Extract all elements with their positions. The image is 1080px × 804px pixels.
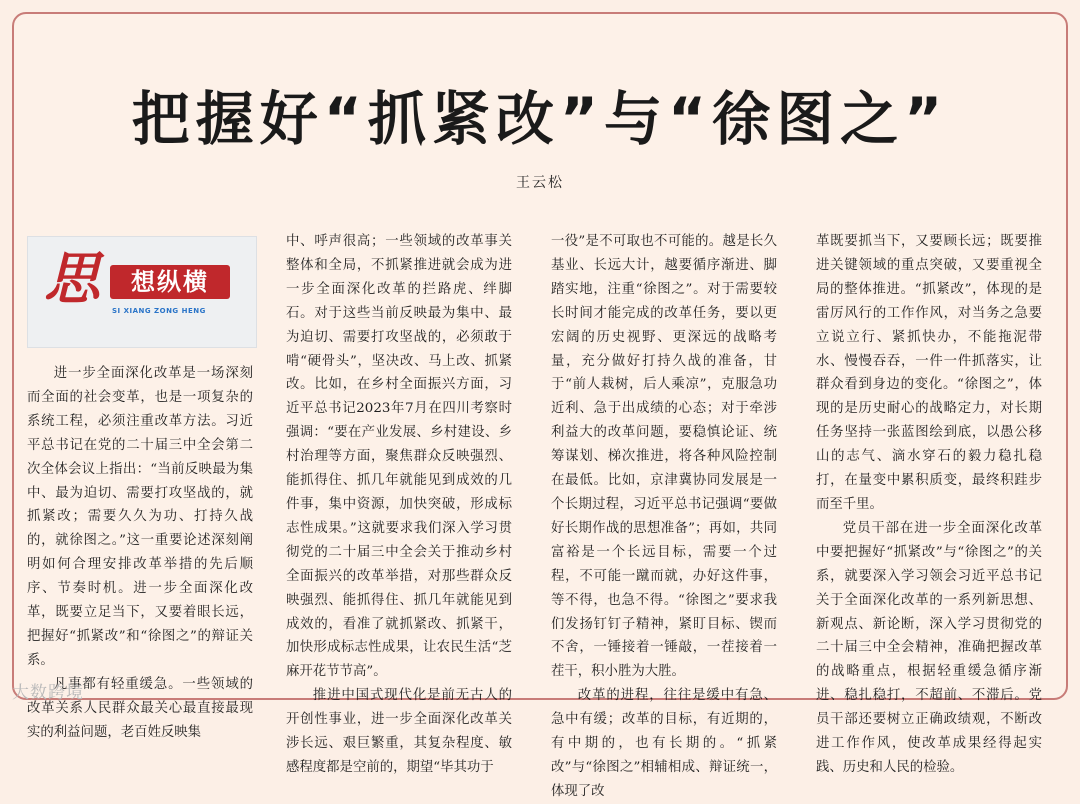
paragraph: 改革的进程，往往是缓中有急、急中有缓；改革的目标，有近期的，有中期的，也有长期的。“抓紧改”与“徐图之”相辅相成、辩证统一，体现了改 xyxy=(551,688,777,799)
logo-pinyin: SI XIANG ZONG HENG xyxy=(112,307,206,315)
paragraph: 中、呼声很高；一些领域的改革事关整体和全局，不抓紧推进就会成为进一步全面深化改革的拦路虎、绊脚石。对于这些当前反映最为集中、最为迫切、需要打攻坚战的，必须敢于啃“硬骨头”，坚决改、马上改、抓紧改。比如，在乡村全面振兴方面，习近平总书记2023年7月在四川考察时强调：“要在产业发展、乡村建设、乡村治理等方面，聚焦群众反映强烈、能抓得住、抓几年就能见到成效的几件事，集中资源，加快突破，形成标志性成果。”这就要求我们深入学习贯彻党的二十届三中全会关于推动乡村全面振兴的改革举措，对那些群众反映强烈、能抓得住、抓几年就能见到成效的，看准了就抓紧改、抓紧干，加快形成标志性成果，让农民生活“芝麻开花节节高”。 xyxy=(286,234,512,680)
article-author: 王云松 xyxy=(516,175,564,191)
logo-glyph: 思 xyxy=(44,246,100,312)
text-column-2 xyxy=(286,230,512,775)
logo-name: 想纵横 xyxy=(131,268,209,296)
article-title: 把握好“抓紧改”与“徐图之” xyxy=(131,85,949,153)
paragraph: 推进中国式现代化是前无古人的开创性事业，进一步全面深化改革关涉长远、艰巨繁重，其复杂程度、敏感程度都是空前的，期望“毕其功于 xyxy=(286,688,512,775)
column-logo xyxy=(27,236,257,348)
text-column-4 xyxy=(816,230,1042,775)
paragraph: 进一步全面深化改革是一场深刻而全面的社会变革，也是一项复杂的系统工程，必须注重改革方法。习近平总书记在党的二十届三中全会第二次全体会议上指出：“当前反映最为集中、最为迫切、需要打攻坚战的，就抓紧改；需要久久为功、打持久战的，就徐图之。”这一重要论述深刻阐明如何合理安排改革举措的先后顺序、节奏时机。进一步全面深化改革，既要立足当下，又要着眼长远，把握好“抓紧改”和“徐图之”的辩证关系。 xyxy=(27,366,253,668)
paragraph: 一役”是不可取也不可能的。越是长久基业、长远大计，越要循序渐进、脚踏实地，注重“徐图之”。对于需要较长时间才能完成的改革任务，要以更宏阔的历史视野、更深远的战略考量，充分做好打持久战的准备，甘于“前人栽树，后人乘凉”，克服急功近利、急于出成绩的心态；对于牵涉利益大的改革问题，要稳慎论证、统筹谋划、梯次推进，将各种风险控制在最低。比如，京津冀协同发展是一个长期过程，习近平总书记强调“要做好长期作战的思想准备”；再如，共同富裕是一个长远目标，需要一个过程，不可能一蹴而就，办好这件事，等不得，也急不得。“徐图之”要求我们发扬钉钉子精神，紧盯目标、锲而不舍，一锤接着一锤敲，一茬接着一茬干，积小胜为大胜。 xyxy=(551,234,777,680)
paragraph: 革既要抓当下，又要顾长远；既要推进关键领域的重点突破，又要重视全局的整体推进。“抓紧改”，体现的是雷厉风行的工作作风，对当务之急要立说立行、紧抓快办，不能拖泥带水、慢慢吞吞，一件一件抓落实，让群众看到身边的变化。“徐图之”，体现的是历史耐心的战略定力，对长期任务坚持一张蓝图绘到底，以愚公移山的志气、滴水穿石的毅力稳扎稳打，在量变中累积质变，最终积跬步而至千里。 xyxy=(816,234,1042,512)
watermark: 大数跨境 xyxy=(12,683,84,703)
paragraph: 凡事都有轻重缓急。一些领域的改革关系人民群众最关心最直接最现实的利益问题，老百姓反映集 xyxy=(27,676,253,740)
text-column-3 xyxy=(551,230,777,799)
paragraph: 党员干部在进一步全面深化改革中要把握好“抓紧改”与“徐图之”的关系，就要深入学习领会习近平总书记关于全面深化改革的一系列新思想、新观点、新论断，深入学习贯彻党的二十届三中全会精神，准确把握改革的战略重点，根据轻重缓急循序渐进、稳扎稳打，不超前、不滞后。党员干部还要树立正确政绩观，不断改进工作作风，使改革成果经得起实践、历史和人民的检验。 xyxy=(816,520,1042,775)
